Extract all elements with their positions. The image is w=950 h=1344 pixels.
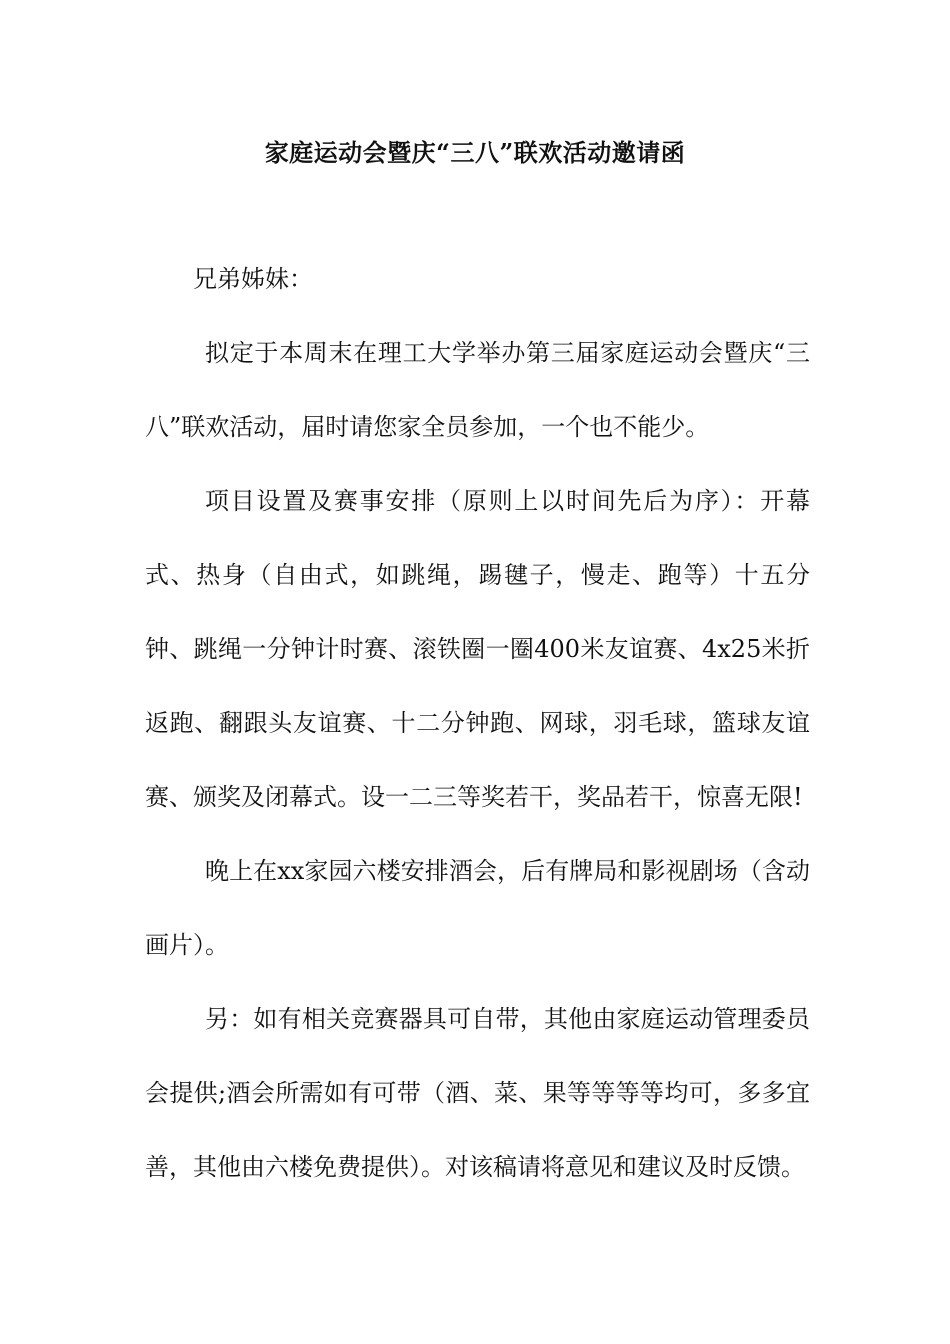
document-title: 家庭运动会暨庆“三八”联欢活动邀请函	[264, 138, 686, 167]
paragraph-evening: 晚上在xx家园六楼安排酒会，后有牌局和影视剧场（含动画片）。	[145, 857, 810, 959]
paragraph-notes: 另：如有相关竞赛器具可自带，其他由家庭运动管理委员会提供;酒会所需如有可带（酒、菜、果等等等等均可，多多宜善，其他由六楼免费提供）。对该稿请将意见和建议及时反馈。	[145, 1005, 810, 1181]
greeting: 兄弟姊妹：	[193, 265, 313, 293]
paragraph-invitation: 拟定于本周末在理工大学举办第三届家庭运动会暨庆“三八”联欢活动，届时请您家全员参加，一个也不能少。	[145, 339, 810, 441]
paragraph-schedule: 项目设置及赛事安排（原则上以时间先后为序）：开幕式、热身（自由式，如跳绳，踢毽子，慢走、跑等）十五分钟、跳绳一分钟计时赛、滚铁圈一圈400米友谊赛、4x25米折返跑、翻跟头友谊赛、十二分钟跑、网球，羽毛球，篮球友谊赛、颁奖及闭幕式。设一二三等奖若干，奖品若干，惊喜无限!	[145, 487, 810, 811]
